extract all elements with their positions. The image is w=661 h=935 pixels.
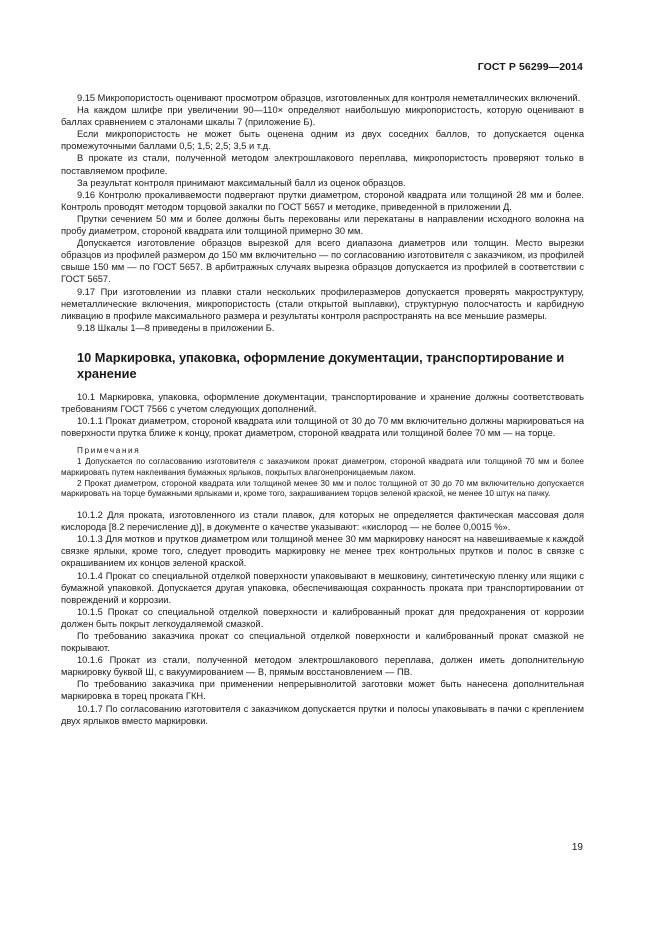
paragraph-9-15: 9.15 Микропористость оценивают просмотром образцов, изготовленных для контроля неметаллических включений.	[77, 93, 581, 103]
paragraph-10-1-7: 10.1.7 По согласованию изготовителя с заказчиком допускается прутки и полосы упаковывать в пачки с креплением двух ярлыков вместо маркировки.	[61, 703, 584, 726]
paragraph: За результат контроля принимают максимальный балл из оценок образцов.	[77, 177, 406, 188]
paragraph-9-16: 9.16 Контролю прокаливаемости подвергают прутки диаметром, стороной квадрата или толщиной 28 мм и более. Контроль проводят методом торцовой закалки по ГОСТ 5657 и методике, приведенной в приложении Д.	[61, 189, 584, 212]
note-item: 1 Допускается по согласованию изготовителя с заказчиком прокат диаметром, стороной квадрата или толщиной 70 мм и более маркировать путем наклеивания бумажных ярлыков, покрытых влагонепроницаемым лаком.	[61, 457, 584, 477]
paragraph-9-17: 9.17 При изготовлении из плавки стали нескольких профилеразмеров допускается проверять макроструктуру, неметаллические включения, микропористость (стали открытой выплавки), структурную полосчатость и карбидную ликвацию в профиле максимального размера и результаты контроля распространять на все меньшие размеры.	[61, 286, 584, 321]
paragraphs-bottom	[61, 509, 584, 727]
page-number: 19	[571, 842, 583, 853]
paragraph: На каждом шлифе при увеличении 90—110× определяют наибольшую микропористость, которую оценивают в баллах сравнением с эталонами шкалы 7 (приложение Б).	[61, 105, 584, 128]
notes-block	[61, 445, 584, 500]
paragraph-10-1-5: 10.1.5 Прокат со специальной отделкой поверхности и калиброванный прокат для предохранения от коррозии должен быть покрыт легкоудаляемой смазкой.	[61, 606, 584, 629]
notes-title: Примечания	[77, 446, 141, 456]
paragraph: Если микропористость не может быть оценена одним из двух соседних баллов, то допускается оценка промежуточными баллами 0,5; 1,5; 2,5; 3,5 и т.д.	[61, 129, 584, 152]
paragraph-10-1-4: 10.1.4 Прокат со специальной отделкой поверхности упаковывают в мешковину, синтетическую пленку или ящики с бумажной упаковкой. Допускается другая упаковка, обеспечивающая сохранность проката при транспортировании от повреждений и коррозии.	[61, 570, 584, 605]
document-header: ГОСТ Р 56299—2014	[477, 61, 583, 73]
paragraph: По требованию заказчика прокат со специальной отделкой поверхности и калиброванный прокат смазкой не покрывают.	[61, 631, 584, 654]
paragraph: В прокате из стали, полученной методом электрошлакового переплава, микропористость проверяют только в поставляемом профиле.	[61, 153, 584, 176]
paragraph-10-1-1: 10.1.1 Прокат диаметром, стороной квадрата или толщиной от 30 до 70 мм включительно должны маркироваться на поверхности прутка ближе к концу, прокат диаметром, стороной квадрата или толщиной более 70 мм — на торце.	[61, 416, 584, 439]
paragraph-9-18: 9.18 Шкалы 1—8 приведены в приложении Б.	[77, 322, 275, 333]
section-title: 10 Маркировка, упаковка, оформление документации, транспортирование и хранение	[77, 349, 565, 381]
paragraph-10-1: 10.1 Маркировка, упаковка, оформление документации, транспортирование и хранение должны соответствовать требованиям ГОСТ 7566 с учетом следующих дополнений.	[61, 391, 584, 414]
paragraph-10-1-2: 10.1.2 Для проката, изготовленного из стали плавок, для которых не определяется фактическая массовая доля кислорода [8.2 перечисление д)], в документе о качестве указывают: «кислород — не более 0,0015 %».	[61, 510, 584, 533]
paragraph: Допускается изготовление образцов вырезкой для всего диапазона диаметров или толщин. Место вырезки образцов из профилей размером до 150 мм включительно — по согласованию изготовителя с заказчиком, из профилей свыше 150 мм — по ГОСТ 5657. В арбитражных случаях вырезка образцов допускается из профилей в соответствии с ГОСТ 5657.	[61, 238, 584, 285]
paragraph: По требованию заказчика при применении непрерывнолитой заготовки может быть нанесена дополнительная маркировка в торец проката ГКН.	[61, 679, 584, 702]
page-content	[61, 92, 584, 727]
paragraph-10-1-6: 10.1.6 Прокат из стали, полученной методом электрошлакового переплава, должен иметь дополнительную маркировку буквой Ш, с вакуумированием — В, прямым восстановлением — ПВ.	[61, 655, 584, 678]
paragraph: Прутки сечением 50 мм и более должны быть перекованы или перекатаны в направлении исходного волокна на пробу диаметром, стороной квадрата или толщиной примерно 30 мм.	[61, 213, 584, 237]
paragraph-10-1-3: 10.1.3 Для мотков и прутков диаметром или толщиной менее 30 мм маркировку наносят на навешиваемые к каждой связке ярлыки, кроме того, следует проводить маркировку не менее трех контрольных прутков и полос в связке с окрашиванием их концов зеленой краской.	[61, 534, 584, 569]
note-item: 2 Прокат диаметром, стороной квадрата или толщиной менее 30 мм и полос толщиной от 30 до 70 мм включительно допускается маркировать на торце бумажными ярлыками и, кроме того, закрашиванием торцов зеленой краской, не менее 10 штук на пачку.	[61, 478, 584, 499]
